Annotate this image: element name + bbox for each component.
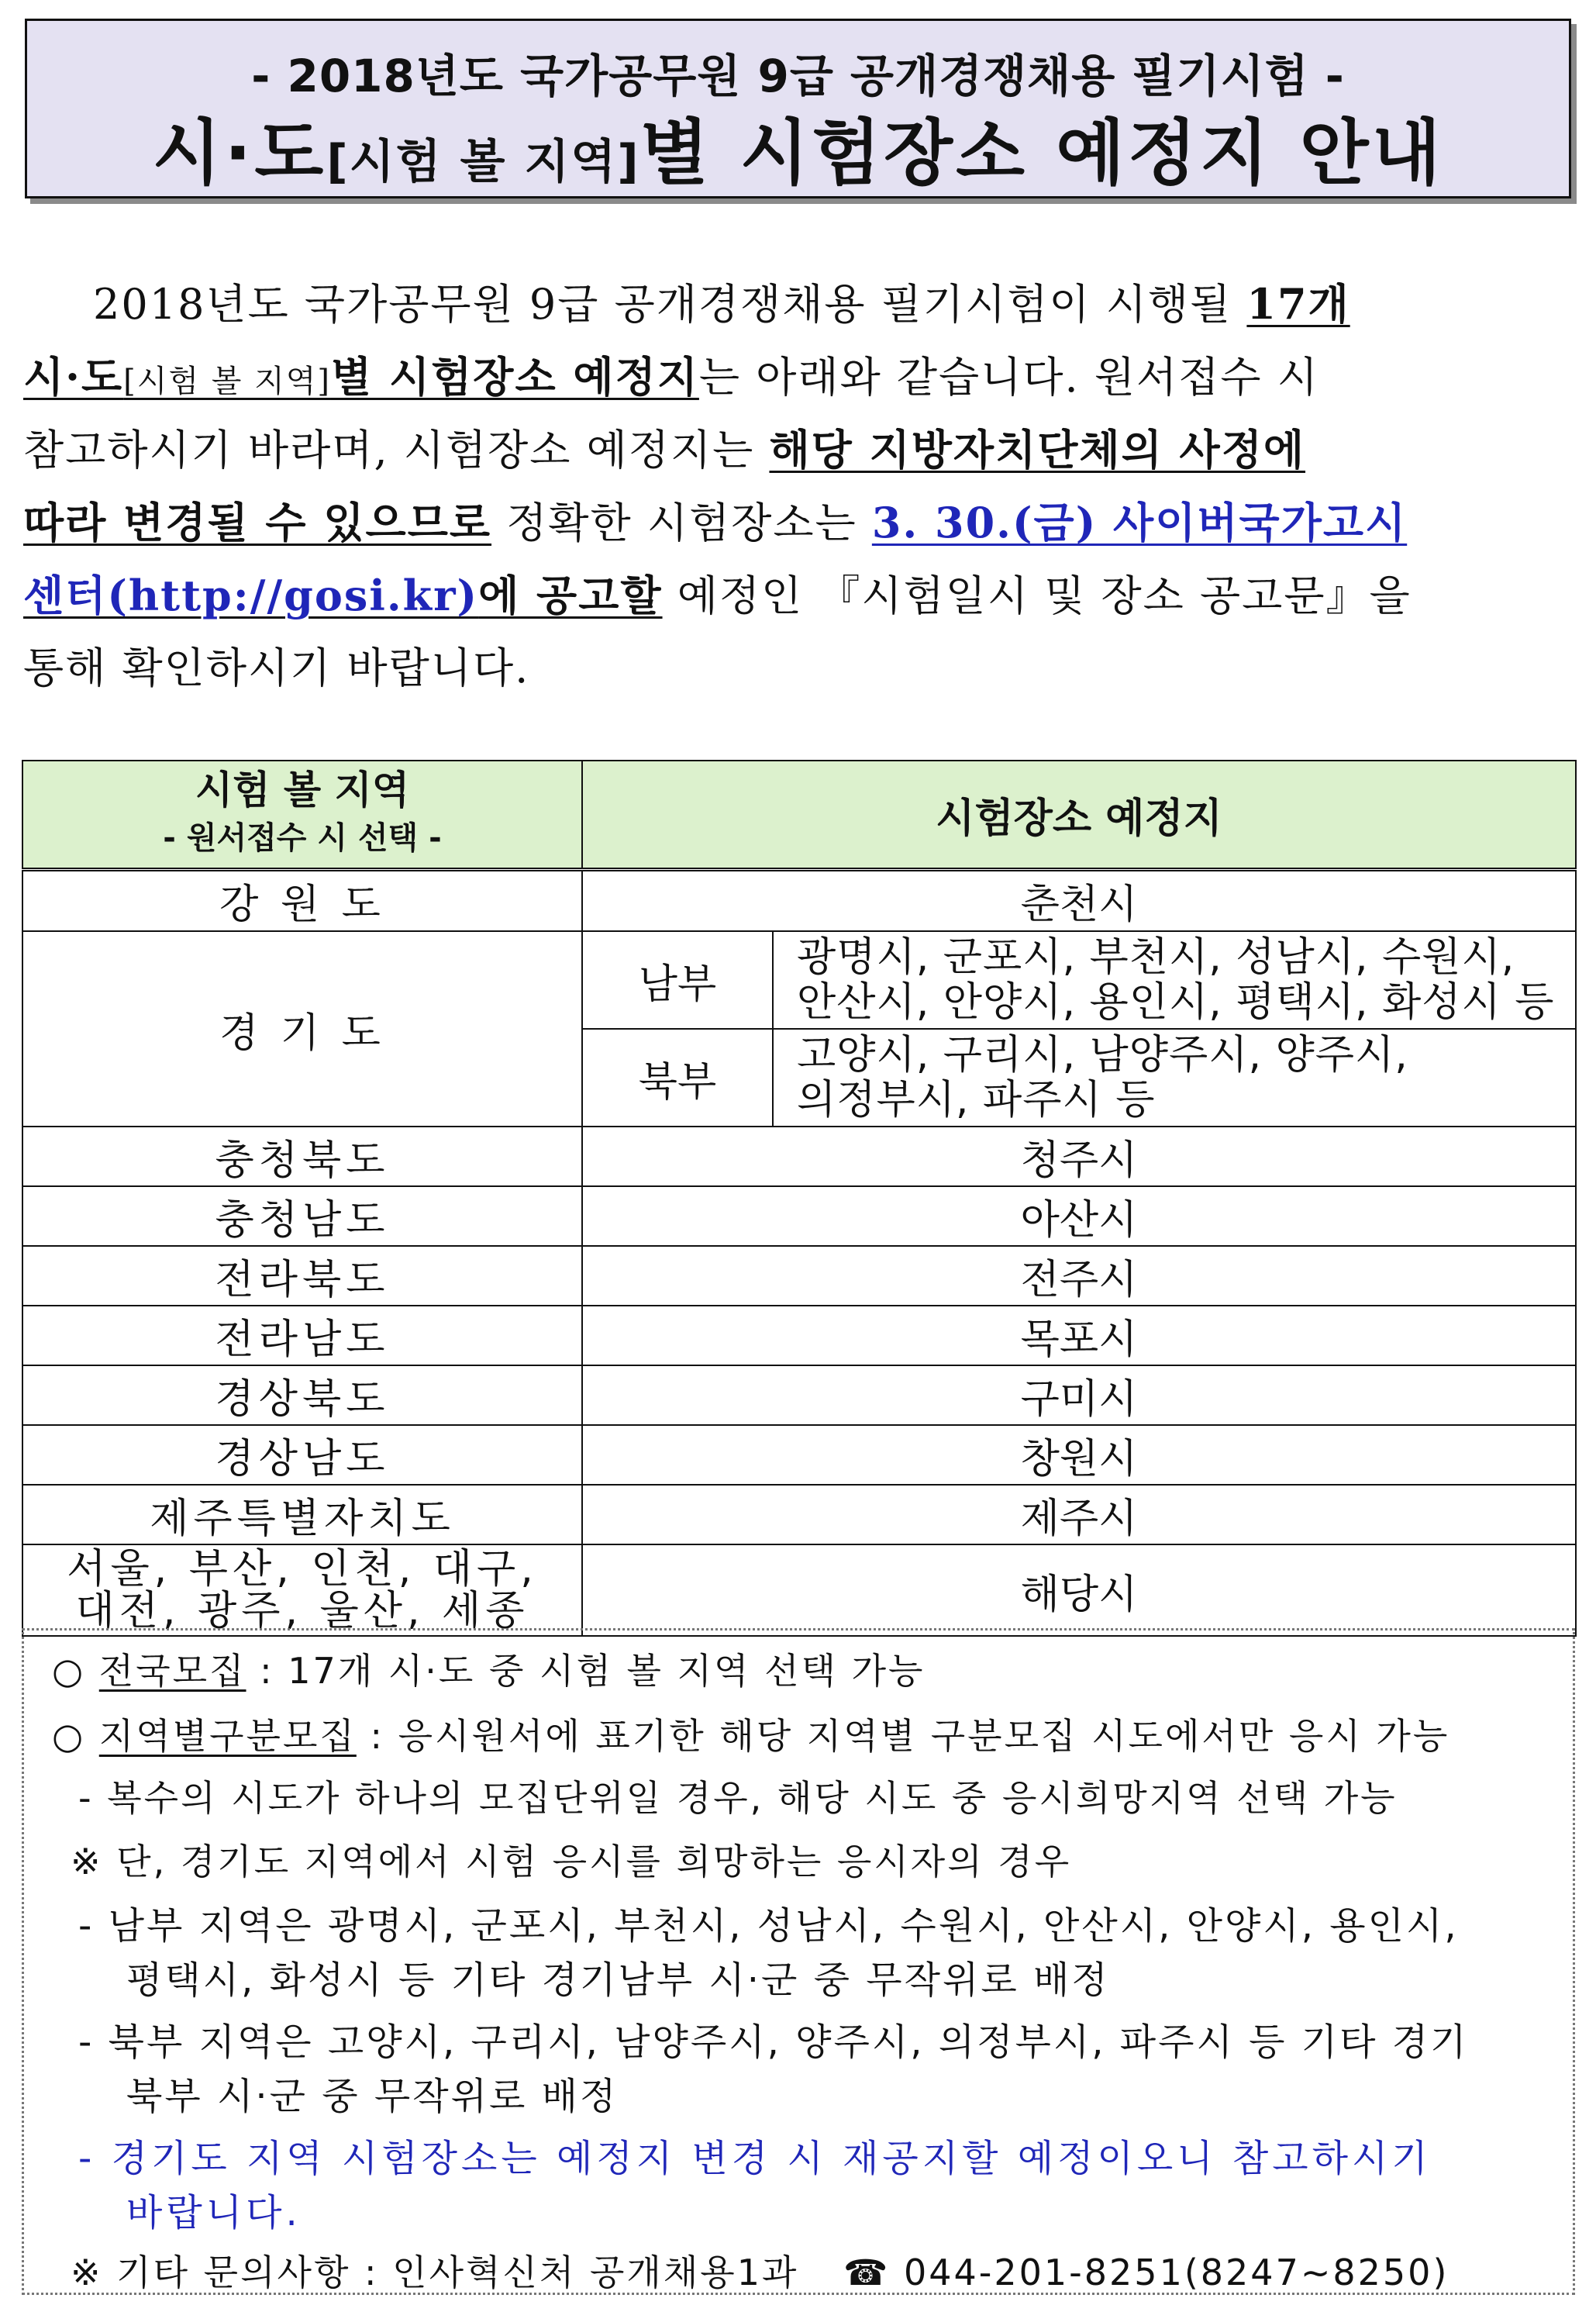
title-part-region: [시험 볼 지역]: [326, 135, 640, 189]
note-regional: [52, 1708, 1449, 1759]
cities-line: 의정부시, 파주시 등: [797, 1077, 1156, 1123]
page-title: [27, 111, 1569, 205]
title-part-sido: 시·도: [152, 112, 327, 195]
note-multi-region: - 복수의 시도가 하나의 모집단위일 경우, 해당 시도 중 응시희망지역 선택 가능: [78, 1777, 1398, 1819]
cities-cell-south: [773, 931, 1576, 1029]
region-cell: 전라북도: [22, 1246, 582, 1306]
note-nationwide: [52, 1643, 925, 1694]
intro-text: 정확한 시험장소는: [491, 499, 872, 547]
region-cell: 경상남도: [22, 1425, 582, 1485]
note-text: : 17개 시·도 중 시험 볼 지역 선택 가능: [246, 1650, 926, 1692]
site-cell: 제주시: [582, 1485, 1576, 1544]
title-part-rest: 별 시험장소 예정지 안내: [639, 112, 1444, 195]
region-cell: 강 원 도: [22, 869, 582, 931]
table-row: [22, 1365, 1576, 1425]
column-header-site: 시험장소 예정지: [582, 761, 1576, 869]
table-row-gyeonggi-south: [22, 931, 1576, 1029]
title-box: [25, 19, 1571, 198]
intro-text: 는 아래와 같습니다. 원서접수 시: [698, 353, 1319, 402]
table-row: [22, 1485, 1576, 1544]
region-line: 서울, 부산, 인천, 대구,: [67, 1546, 538, 1593]
site-cell: 해당시: [582, 1544, 1576, 1636]
site-cell: 청주시: [582, 1127, 1576, 1186]
intro-line-3: [23, 413, 1574, 486]
note-gyeonggi-intro: ※ 단, 경기도 지역에서 시험 응시를 희망하는 응시자의 경우: [71, 1841, 1072, 1882]
note-south-1: - 남부 지역은 광명시, 군포시, 부천시, 성남시, 수원시, 안산시, 안양시, 용인시,: [78, 1904, 1459, 1948]
table-row: [22, 1127, 1576, 1186]
cities-cell-north: [773, 1029, 1576, 1127]
note-north-1: - 북부 지역은 고양시, 구리시, 남양주시, 양주시, 의정부시, 파주시 등 기타 경기: [78, 2020, 1469, 2064]
table-row-metro: [22, 1544, 1576, 1636]
table-header-row: [22, 761, 1576, 869]
gosi-link[interactable]: 센터(http://gosi.kr): [23, 571, 479, 620]
region-cell-metro: [22, 1544, 582, 1636]
site-cell: 춘천시: [582, 869, 1576, 931]
region-cell: 충청북도: [22, 1127, 582, 1186]
intro-text: 참고하시기 바라며, 시험장소 예정지는: [23, 426, 770, 474]
region-cell: 경 기 도: [22, 931, 582, 1127]
table-row: [22, 1306, 1576, 1365]
note-text: : 응시원서에 표기한 해당 지역별 구분모집 시도에서만 응시 가능: [356, 1715, 1450, 1757]
region-cell: 충청남도: [22, 1186, 582, 1246]
intro-line-6: 통해 확인하시기 바랍니다.: [23, 644, 530, 692]
cities-line: 광명시, 군포시, 부천시, 성남시, 수원시,: [797, 934, 1515, 981]
site-cell: 아산시: [582, 1186, 1576, 1246]
note-change-2: 바랍니다.: [126, 2191, 302, 2234]
intro-text: 2018년도 국가공무원 9급 공개경쟁채용 필기시험이 시행될: [93, 280, 1247, 329]
intro-line-1: [23, 267, 1574, 340]
note-contact: [71, 2245, 1449, 2296]
cities-line: 안산시, 안양시, 용인시, 평택시, 화성시 등: [797, 979, 1555, 1026]
site-cell: 창원시: [582, 1425, 1576, 1485]
intro-line-4: [23, 486, 1574, 559]
column-header-region-label: 시험 볼 지역: [195, 768, 410, 813]
subregion-cell-north: 북부: [582, 1029, 773, 1127]
intro-paragraph: [23, 267, 1574, 705]
region-cell: 경상북도: [22, 1365, 582, 1425]
cities-line: 고양시, 구리시, 남양주시, 양주시,: [797, 1032, 1408, 1078]
circle-bullet-icon: ○: [52, 1650, 86, 1692]
table-row: [22, 1186, 1576, 1246]
intro-emphasis-site: 별 시험장소 예정지: [330, 352, 699, 402]
site-cell: 구미시: [582, 1365, 1576, 1425]
intro-line-2: [23, 340, 1574, 413]
intro-emphasis-change: 따라 변경될 수 있으므로: [23, 498, 492, 547]
notes-box: [22, 1628, 1575, 2295]
exam-site-table: [22, 760, 1577, 1637]
site-cell: 전주시: [582, 1246, 1576, 1306]
region-line: 대전, 광주, 울산, 세종: [75, 1588, 529, 1634]
table-row: [22, 1425, 1576, 1485]
intro-emphasis-notice: 해당 지방자치단체의 사정에: [769, 425, 1306, 474]
intro-emphasis-count: 17개: [1246, 279, 1350, 329]
site-cell: 목포시: [582, 1306, 1576, 1365]
note-term: 지역별구분모집: [98, 1715, 357, 1757]
note-north-2: 북부 시·군 중 무작위로 배정: [126, 2075, 619, 2118]
title-subtitle: - 2018년도 국가공무원 9급 공개경쟁채용 필기시험 -: [251, 50, 1345, 102]
note-text: ※ 기타 문의사항 : 인사혁신처 공개채용1과: [71, 2252, 799, 2293]
phone-icon: ☎: [843, 2252, 891, 2293]
intro-emphasis-announce: 에 공고할: [478, 571, 663, 620]
intro-emphasis-region: [시험 볼 지역]: [123, 364, 331, 399]
note-term: 전국모집: [98, 1650, 246, 1692]
subregion-cell-south: 남부: [582, 931, 773, 1029]
note-south-2: 평택시, 화성시 등 기타 경기남부 시·군 중 무작위로 배정: [126, 1958, 1110, 2002]
intro-line-5: [23, 559, 1574, 632]
table-row: [22, 1246, 1576, 1306]
region-cell: 전라남도: [22, 1306, 582, 1365]
phone-number: 044-201-8251(8247~8250): [890, 2252, 1449, 2293]
intro-emphasis-sido: 시·도: [23, 352, 124, 402]
circle-bullet-icon: ○: [52, 1715, 86, 1757]
intro-text: 예정인 『시험일시 및 장소 공고문』을: [662, 571, 1412, 620]
table-row: [22, 869, 1576, 931]
region-cell: 제주특별자치도: [22, 1485, 582, 1544]
note-change-1: - 경기도 지역 시험장소는 예정지 변경 시 재공지할 예정이오니 참고하시기: [78, 2137, 1432, 2180]
intro-date-link: 3. 30.(금) 사이버국가고시: [871, 498, 1408, 547]
column-header-region: [22, 761, 582, 869]
column-header-region-note: - 원서접수 시 선택 -: [163, 820, 442, 857]
